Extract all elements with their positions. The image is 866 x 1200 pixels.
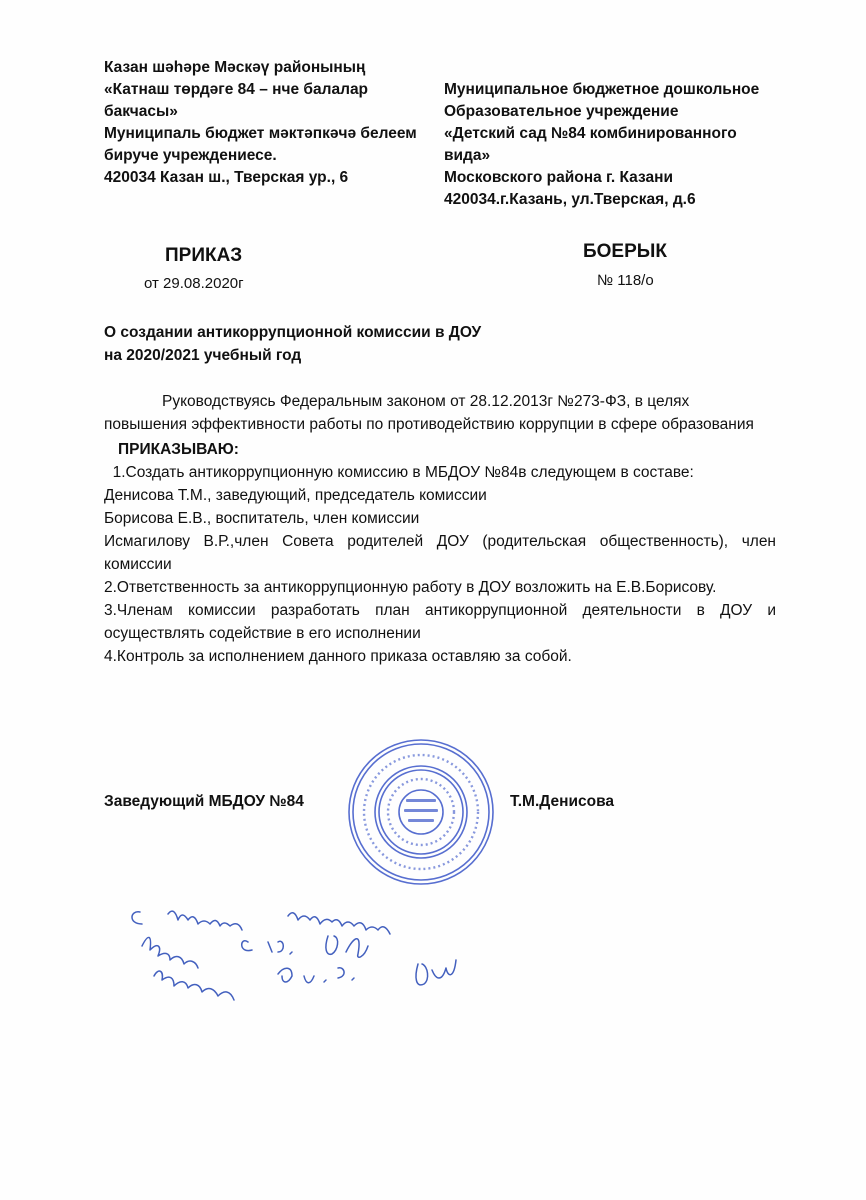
item-2: 2.Ответственность за антикоррупционную работу в ДОУ возложить на Е.В.Борисову. — [104, 579, 717, 596]
header-tatar-line: бакчасы» — [104, 103, 178, 120]
header-russian-line: «Детский сад №84 комбинированного — [444, 125, 737, 142]
item-4: 4.Контроль за исполнением данного приказа оставляю за собой. — [104, 648, 572, 665]
official-stamp-icon — [346, 737, 496, 887]
order-date: от 29.08.2020г — [144, 275, 244, 292]
header-tatar-line: 420034 Казан ш., Тверская ур., 6 — [104, 169, 349, 186]
header-tatar-line: бируче учреждениесе. — [104, 147, 277, 164]
preamble-line: Руководствуясь Федеральным законом от 28.12.2013г №273-ФЗ, в целях — [162, 393, 690, 410]
order-number: № 118/о — [597, 272, 654, 289]
item-3-cont: осуществлять содействие в его исполнении — [104, 625, 421, 642]
header-russian-line: Образовательное учреждение — [444, 103, 679, 120]
order-title-tatar: БОЕРЫК — [583, 241, 667, 262]
item-3: 3.Членам комиссии разработать план антикоррупционной деятельности в ДОУ и — [104, 602, 776, 619]
member-2: Борисова Е.В., воспитатель, член комиссии — [104, 510, 420, 527]
member-1: Денисова Т.М., заведующий, председатель комиссии — [104, 487, 487, 504]
order-title-russian: ПРИКАЗ — [165, 245, 243, 266]
member-3: Исмагилову В.Р.,член Совета родителей ДОУ (родительская общественность), член — [104, 533, 776, 550]
header-tatar-line: Казан шәһәре Мәскәү районының — [104, 59, 366, 76]
header-tatar-line: «Катнаш төрдәге 84 – нче балалар — [104, 81, 369, 98]
order-body — [104, 390, 776, 668]
header-russian — [444, 79, 774, 211]
header-russian-line: 420034.г.Казань, ул.Тверская, д.6 — [444, 191, 696, 208]
preamble-line: повышения эффективности работы по противодействию коррупции в сфере образования — [104, 416, 754, 433]
header-tatar-line: Муниципаль бюджет мәктәпкәчә белеем — [104, 125, 417, 142]
header-tatar — [104, 57, 434, 189]
header-russian-line: Московского района г. Казани — [444, 169, 673, 186]
subject-line: на 2020/2021 учебный год — [104, 347, 302, 364]
signatory-name: Т.М.Денисова — [510, 793, 615, 810]
signatory-position: Заведующий МБДОУ №84 — [104, 793, 304, 810]
header-russian-line: Муниципальное бюджетное дошкольное — [444, 81, 760, 98]
item-1: 1.Создать антикоррупционную комиссию в МБДОУ №84в следующем в составе: — [104, 464, 694, 481]
member-3-cont: комиссии — [104, 556, 172, 573]
acquaintance-signatures — [128, 898, 548, 1008]
subject-line: О создании антикоррупционной комиссии в ДОУ — [104, 324, 482, 341]
order-subject — [104, 321, 481, 367]
header-russian-line: вида» — [444, 147, 491, 164]
order-verb: ПРИКАЗЫВАЮ: — [118, 441, 239, 458]
